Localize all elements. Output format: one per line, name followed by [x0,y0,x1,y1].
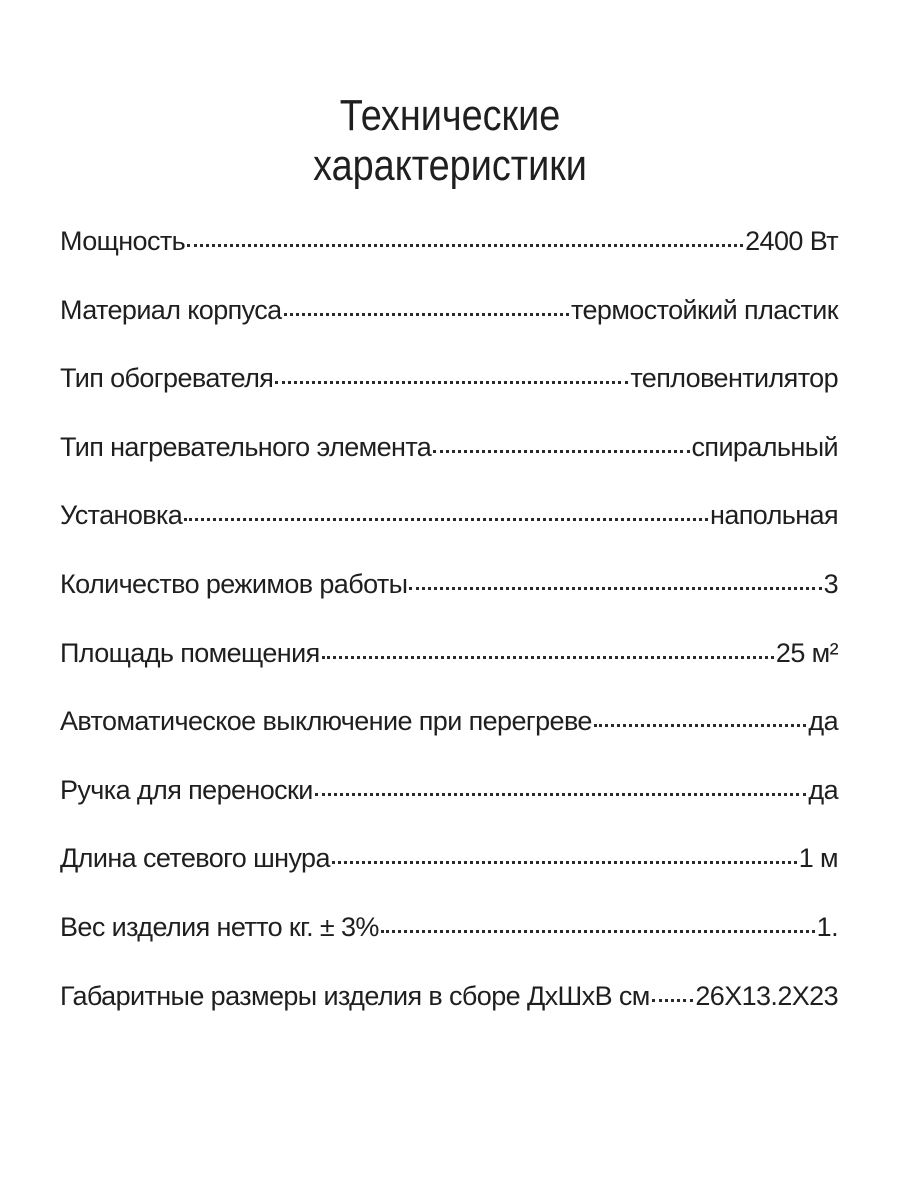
spec-row-heating-element [60,432,838,501]
dot-leader [322,656,774,659]
spec-label: Тип нагревательного элемента [60,431,432,462]
spec-row-installation [60,500,838,569]
dot-leader [187,244,743,247]
spec-label: Габаритные размеры изделия в сборе ДхШхВ см [60,980,650,1011]
spec-value: 2400 Вт [745,226,838,256]
spec-value: да [808,706,838,737]
dot-leader [315,793,807,796]
spec-label: Ручка для переноски [60,774,313,805]
title-line-2: характеристики [313,141,587,191]
spec-row-power [60,226,838,295]
spec-row-modes [60,569,838,638]
spec-label: Тип обогревателя [60,363,274,394]
spec-row-net-weight [60,912,838,981]
spec-value: напольная [710,500,838,531]
page-title [63,91,837,191]
spec-label: Количество режимов работы [60,568,408,599]
dot-leader [409,587,821,590]
spec-value: спиральный [691,431,838,462]
spec-row-heater-type [60,363,838,432]
spec-value: 26X13.2X23 [695,980,838,1011]
spec-row-dimensions [60,981,838,1050]
title-line-1: Технические [339,91,561,141]
spec-label: Мощность [60,226,186,256]
spec-label: Материал корпуса [60,294,282,325]
spec-row-room-area [60,638,838,707]
dot-leader [381,930,815,933]
spec-label: Площадь помещения [60,637,320,668]
spec-label: Вес изделия нетто кг. ± 3% [60,911,379,942]
spec-value: 1. [816,911,838,942]
spec-value: да [808,774,838,805]
spec-list [60,226,838,1049]
spec-label: Установка [60,500,183,531]
spec-row-carry-handle [60,775,838,844]
dot-leader [184,518,708,521]
dot-leader [332,861,797,864]
spec-value: тепловентилятор [630,363,838,394]
spec-label: Длина сетевого шнура [60,843,330,874]
spec-value: термостойкий пластик [571,294,838,325]
dot-leader [284,313,569,316]
spec-value: 25 м² [775,637,838,668]
spec-row-cord-length [60,843,838,912]
dot-leader [275,381,628,384]
spec-label: Автоматическое выключение при перегреве [60,706,592,737]
dot-leader [433,450,689,453]
spec-value: 3 [823,568,838,599]
spec-row-housing-material [60,295,838,364]
spec-row-overheat-shutoff [60,706,838,775]
dot-leader [652,999,694,1002]
spec-value: 1 м [798,843,838,874]
dot-leader [594,724,807,727]
